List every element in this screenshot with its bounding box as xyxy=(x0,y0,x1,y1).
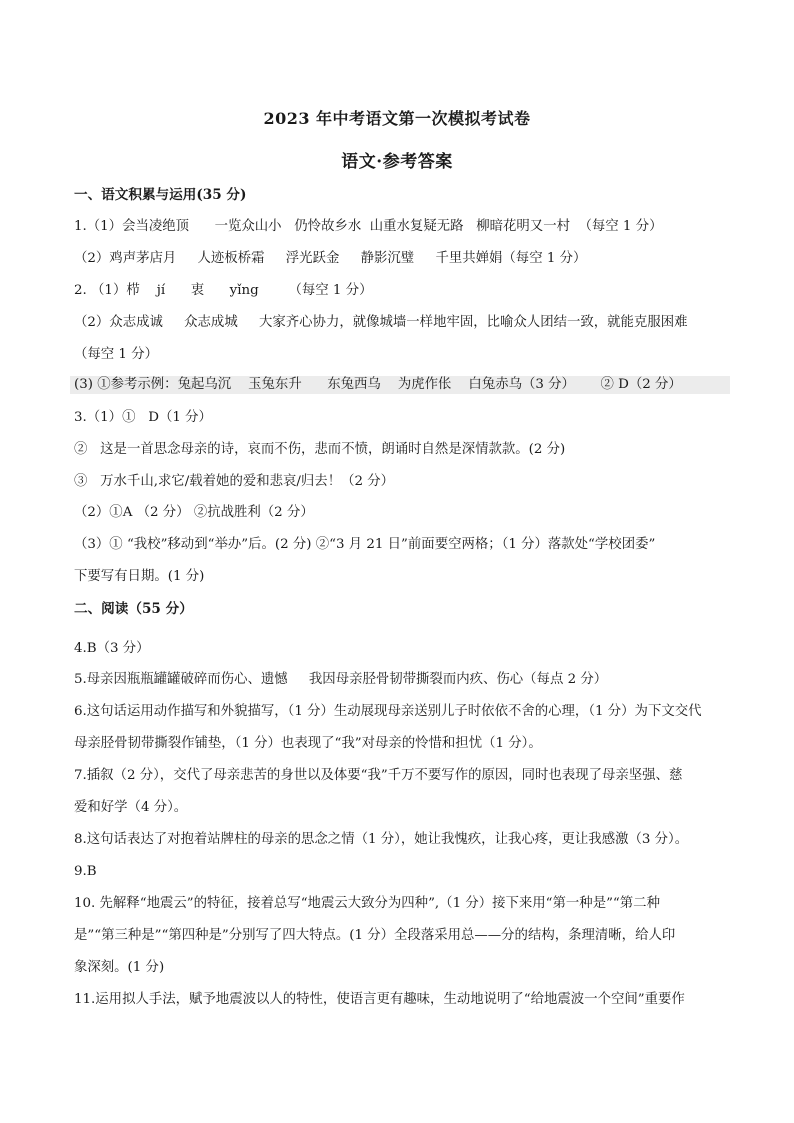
answer-line: 9.B xyxy=(74,864,97,879)
answer-line: ② 这是一首思念母亲的诗，哀而不伤，悲而不愤，朗诵时自然是深情款款。(2 分) xyxy=(74,442,566,457)
answer-line: 10. 先解释“地震云”的特征，接着总写“地震云大致分为四种”,（1 分）接下来用“第一种是”“第二种 xyxy=(74,896,660,911)
answer-title: 语文·参考答案 xyxy=(341,152,453,172)
answer-line: 8.这句话表达了对抱着站牌柱的母亲的思念之情（1 分），她让我愧疚，让我心疼，更让我感激（3 分）。 xyxy=(74,832,689,847)
answer-line: （2）众志成诚 众志成城 大家齐心协力，就像城墙一样地牢固，比喻众人团结一致，就能克服困难 xyxy=(74,315,688,330)
answer-line: 下要写有日期。(1 分) xyxy=(74,569,205,584)
section-heading-accumulation: 一、语文积累与运用(35 分) xyxy=(74,187,247,203)
answer-line: 爱和好学（4 分）。 xyxy=(74,800,188,815)
answer-line: 母亲胫骨韧带撕裂作铺垫，（1 分）也表现了“我”对母亲的怜惜和担忧（1 分）。 xyxy=(74,736,542,751)
answer-line: 2. （1）栉 jí 衷 yǐng （每空 1 分） xyxy=(74,283,373,298)
exam-title: 2023 年中考语文第一次模拟考试卷 xyxy=(263,109,531,128)
answer-line: 5.母亲因瓶瓶罐罐破碎而伤心、遗憾 我因母亲胫骨韧带撕裂而内疚、伤心（每点 2 分） xyxy=(74,672,608,687)
answer-line: 11.运用拟人手法，赋予地震波以人的特性，使语言更有趣味，生动地说明了“给地震波一个空间”重要作 xyxy=(74,992,685,1007)
answer-line: 象深刻。(1 分) xyxy=(74,960,165,975)
answer-line: 3.（1）① D（1 分） xyxy=(74,410,212,425)
answer-line: （2）鸡声茅店月 人迹板桥霜 浮光跃金 静影沉璧 千里共婵娟（每空 1 分） xyxy=(74,251,587,266)
answer-line: ③ 万水千山,求它/载着她的爱和悲哀/归去！（2 分） xyxy=(74,474,395,489)
answer-line: （3）① “我校”移动到“举办”后。(2 分) ②“3 月 21 日”前面要空两格；（1 分）落款处“学校团委” xyxy=(74,537,656,552)
answer-line: 7.插叙（2 分），交代了母亲悲苦的身世以及体要“我”千万不要写作的原因，同时也表现了母亲坚强、慈 xyxy=(74,768,683,783)
answer-line: 6.这句话运用动作描写和外貌描写，（1 分）生动展现母亲送别儿子时依依不舍的心理，（1 分）为下文交代 xyxy=(74,704,702,719)
answer-line: （每空 1 分） xyxy=(74,347,158,362)
answer-line: （2）①A （2 分） ②抗战胜利（2 分） xyxy=(74,505,314,520)
answer-line: 1.（1）会当凌绝顶 一览众山小 仍怜故乡水 山重水复疑无路 柳暗花明又一村 （每空 1 分） xyxy=(74,219,663,234)
answer-line: 4.B（3 分） xyxy=(74,641,150,656)
answer-line-highlighted: (3) ①参考示例：兔起乌沉 玉兔东升 东兔西乌 为虎作伥 白兔赤乌（3 分） ② D（2 分） xyxy=(70,376,730,394)
section-heading-reading: 二、阅读（55 分） xyxy=(74,601,193,617)
answer-line: 是”“第三种是”“第四种是”分别写了四大特点。(1 分）全段落采用总——分的结构，条理清晰，给人印 xyxy=(74,928,676,943)
